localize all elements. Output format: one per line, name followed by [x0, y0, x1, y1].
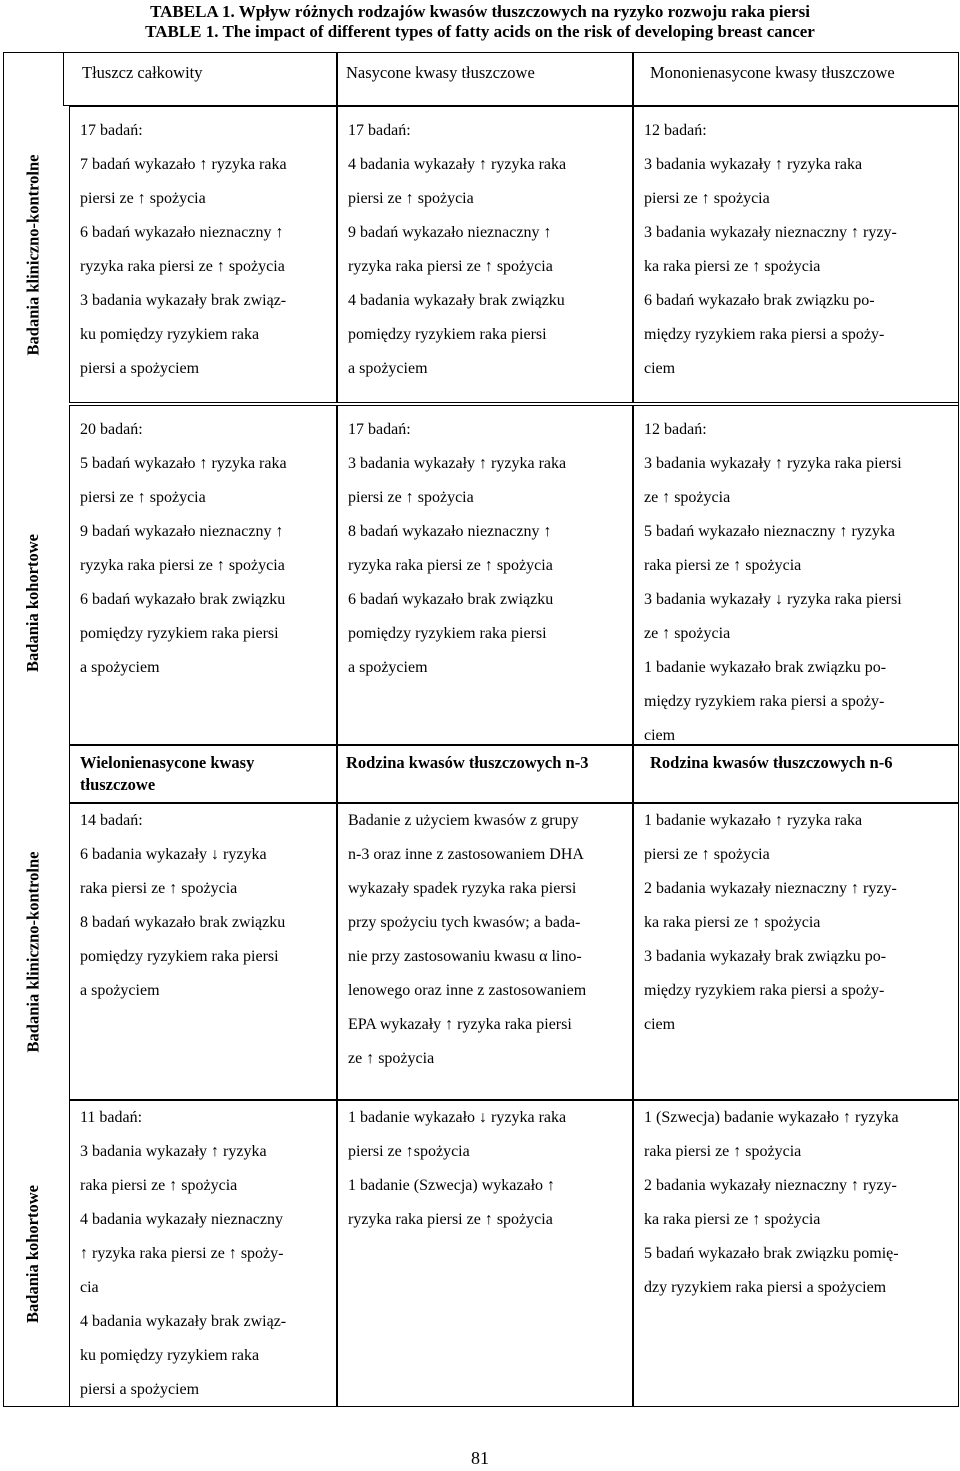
cell-line: ka raka piersi ze ↑ spożycia [644, 258, 821, 275]
header-n3-family: Rodzina kwasów tłuszczowych n-3 [346, 753, 589, 772]
cell-line: 1 (Szwecja) badanie wykazało ↑ ryzyka [644, 1109, 899, 1126]
cell-line: piersi ze ↑ spożycia [80, 190, 206, 207]
cell-line: piersi ze ↑ spożycia [80, 489, 206, 506]
cell-line: raka piersi ze ↑ spożycia [80, 880, 238, 897]
header-cell-saturated [337, 52, 633, 106]
cell-line: 17 badań: [348, 122, 411, 139]
cell-line: 6 badań wykazało brak związku [80, 591, 286, 608]
cell-line: nie przy zastosowaniu kwasu α lino- [348, 948, 582, 965]
page-number: 81 [471, 1448, 489, 1468]
cell-line: ka raka piersi ze ↑ spożycia [644, 1211, 821, 1228]
cell-line: ryzyka raka piersi ze ↑ spożycia [80, 557, 285, 574]
cell-line: ze ↑ spożycia [644, 625, 731, 642]
cell-line: 6 badań wykazało brak związku [348, 591, 554, 608]
cell-line: ryzyka raka piersi ze ↑ spożycia [348, 557, 553, 574]
cell-line: piersi a spożyciem [80, 360, 200, 377]
cell-line: 9 badań wykazało nieznaczny ↑ [80, 523, 284, 540]
cell-line: 3 badania wykazały brak związku po- [644, 948, 887, 965]
cell-line: Badanie z użyciem kwasów z grupy [348, 812, 579, 829]
cell-line: ze ↑ spożycia [348, 1050, 435, 1067]
cell-line: 3 badania wykazały ↑ ryzyka raka piersi [644, 455, 902, 472]
cell-line: 1 badanie wykazało ↑ ryzyka raka [644, 812, 863, 829]
cell-line: EPA wykazały ↑ ryzyka raka piersi [348, 1016, 572, 1033]
cell-line: ciem [644, 727, 676, 744]
cell-line: 20 badań: [80, 421, 143, 438]
cell-line: 1 badanie (Szwecja) wykazało ↑ [348, 1177, 556, 1194]
cell-line: n-3 oraz inne z zastosowaniem DHA [348, 846, 584, 863]
side-label-cohort-2: Badania kohortowe [23, 1184, 43, 1323]
cell-line: ciem [644, 1016, 676, 1033]
cell-line: 5 badań wykazało nieznaczny ↑ ryzyka [644, 523, 895, 540]
cell-line: 5 badań wykazało ↑ ryzyka raka [80, 455, 287, 472]
cell-cohort-polyunsaturated [69, 1100, 337, 1407]
cell-line: 5 badań wykazało brak związku pomię- [644, 1245, 899, 1262]
header2-cell-n3 [337, 745, 633, 803]
cell-line: 12 badań: [644, 122, 707, 139]
cell-line: 11 badań: [80, 1109, 143, 1126]
cell-line: ryzyka raka piersi ze ↑ spożycia [80, 258, 285, 275]
cell-line: piersi ze ↑ spożycia [644, 190, 770, 207]
cell-line: 1 badanie wykazało brak związku po- [644, 659, 887, 676]
cell-line: ryzyka raka piersi ze ↑ spożycia [348, 258, 553, 275]
cell-line: 3 badania wykazały ↑ ryzyka [80, 1143, 267, 1160]
cell-line: ciem [644, 360, 676, 377]
cell-line: 1 badanie wykazało ↓ ryzyka raka [348, 1109, 567, 1126]
header-polyunsaturated: Wielonienasycone kwasy tłuszczowe [80, 753, 255, 794]
cell-case-control-n3 [337, 803, 633, 1100]
cell-line: ku pomiędzy ryzykiem raka [80, 326, 260, 343]
side-label-cohort-1: Badania kohortowe [23, 534, 43, 672]
cell-line: pomiędzy ryzykiem raka piersi [348, 326, 547, 343]
cell-line: raka piersi ze ↑ spożycia [644, 557, 802, 574]
cell-cohort-n6 [633, 1100, 959, 1407]
cell-line: 6 badań wykazało brak związku po- [644, 292, 875, 309]
cell-line: 4 badania wykazały nieznaczny [80, 1211, 284, 1228]
cell-line: między ryzykiem raka piersi a spoży- [644, 326, 885, 343]
cell-line: ka raka piersi ze ↑ spożycia [644, 914, 821, 931]
table-title-english: TABLE 1. The impact of different types of fatty acids on the risk of developing breast cancer [145, 22, 815, 41]
cell-line: między ryzykiem raka piersi a spoży- [644, 982, 885, 999]
cell-line: 17 badań: [348, 421, 411, 438]
cell-line: a spożyciem [80, 982, 160, 999]
cell-line: 6 badań wykazało nieznaczny ↑ [80, 224, 284, 241]
cell-line: cia [80, 1279, 99, 1296]
cell-case-control-monounsaturated [633, 106, 959, 403]
cell-line: 7 badań wykazało ↑ ryzyka raka [80, 156, 287, 173]
side-label-case-control-1: Badania kliniczno-kontrolne [23, 154, 43, 355]
cell-line: między ryzykiem raka piersi a spoży- [644, 693, 885, 710]
header2-cell-polyunsaturated [69, 745, 337, 803]
cell-line: ↑ ryzyka raka piersi ze ↑ spoży- [80, 1245, 284, 1262]
cell-line: pomiędzy ryzykiem raka piersi [348, 625, 547, 642]
cell-line: 3 badania wykazały ↓ ryzyka raka piersi [644, 591, 902, 608]
cell-line: 4 badania wykazały brak związku [348, 292, 565, 309]
cell-line: przy spożyciu tych kwasów; a bada- [348, 914, 581, 931]
cell-line: ze ↑ spożycia [644, 489, 731, 506]
cell-line: a spożyciem [348, 659, 428, 676]
cell-line: a spożyciem [348, 360, 428, 377]
cell-cohort-n3 [337, 1100, 633, 1407]
cell-line: 4 badania wykazały brak związ- [80, 1313, 287, 1330]
side-label-case-control-2: Badania kliniczno-kontrolne [23, 851, 43, 1052]
header-total-fat: Tłuszcz całkowity [82, 63, 203, 82]
cell-cohort-saturated [337, 405, 633, 745]
cell-line: 2 badania wykazały nieznaczny ↑ ryzy- [644, 1177, 897, 1194]
cell-line: 3 badania wykazały ↑ ryzyka raka [348, 455, 567, 472]
cell-line: ryzyka raka piersi ze ↑ spożycia [348, 1211, 553, 1228]
cell-line: dzy ryzykiem raka piersi a spożyciem [644, 1279, 887, 1296]
cell-line: 3 badania wykazały brak związ- [80, 292, 287, 309]
cell-line: piersi ze ↑ spożycia [348, 190, 474, 207]
cell-line: pomiędzy ryzykiem raka piersi [80, 625, 279, 642]
cell-cohort-total-fat [69, 405, 337, 745]
cell-line: piersi a spożyciem [80, 1381, 200, 1398]
header-monounsaturated: Mononienasycone kwasy tłuszczowe [650, 63, 895, 82]
cell-line: piersi ze ↑ spożycia [644, 846, 770, 863]
table-title-polish: TABELA 1. Wpływ różnych rodzajów kwasów tłuszczowych na ryzyko rozwoju raka piersi [150, 2, 810, 21]
cell-line: 8 badań wykazało nieznaczny ↑ [348, 523, 552, 540]
cell-line: 17 badań: [80, 122, 143, 139]
header-saturated: Nasycone kwasy tłuszczowe [346, 63, 535, 82]
cell-line: piersi ze ↑ spożycia [348, 489, 474, 506]
cell-line: ku pomiędzy ryzykiem raka [80, 1347, 260, 1364]
header-cell-total-fat [63, 52, 337, 106]
cell-line: 14 badań: [80, 812, 143, 829]
cell-line: pomiędzy ryzykiem raka piersi [80, 948, 279, 965]
cell-line: 12 badań: [644, 421, 707, 438]
cell-line: 2 badania wykazały nieznaczny ↑ ryzy- [644, 880, 897, 897]
cell-case-control-total-fat [69, 106, 337, 403]
cell-line: lenowego oraz inne z zastosowaniem [348, 982, 587, 999]
cell-line: 9 badań wykazało nieznaczny ↑ [348, 224, 552, 241]
cell-line: 8 badań wykazało brak związku [80, 914, 286, 931]
cell-case-control-n6 [633, 803, 959, 1100]
cell-case-control-saturated [337, 106, 633, 403]
cell-line: a spożyciem [80, 659, 160, 676]
cell-line: raka piersi ze ↑ spożycia [80, 1177, 238, 1194]
header-cell-monounsaturated [633, 52, 959, 106]
cell-line: 4 badania wykazały ↑ ryzyka raka [348, 156, 567, 173]
cell-line: 6 badania wykazały ↓ ryzyka [80, 846, 267, 863]
cell-case-control-polyunsaturated [69, 803, 337, 1100]
header2-cell-n6 [633, 745, 959, 803]
cell-cohort-monounsaturated [633, 405, 959, 745]
header-n6-family: Rodzina kwasów tłuszczowych n-6 [650, 753, 893, 772]
cell-line: 3 badania wykazały ↑ ryzyka raka [644, 156, 863, 173]
cell-line: raka piersi ze ↑ spożycia [644, 1143, 802, 1160]
cell-line: 3 badania wykazały nieznaczny ↑ ryzy- [644, 224, 897, 241]
cell-line: piersi ze ↑spożycia [348, 1143, 470, 1160]
cell-line: wykazały spadek ryzyka raka piersi [348, 880, 577, 897]
